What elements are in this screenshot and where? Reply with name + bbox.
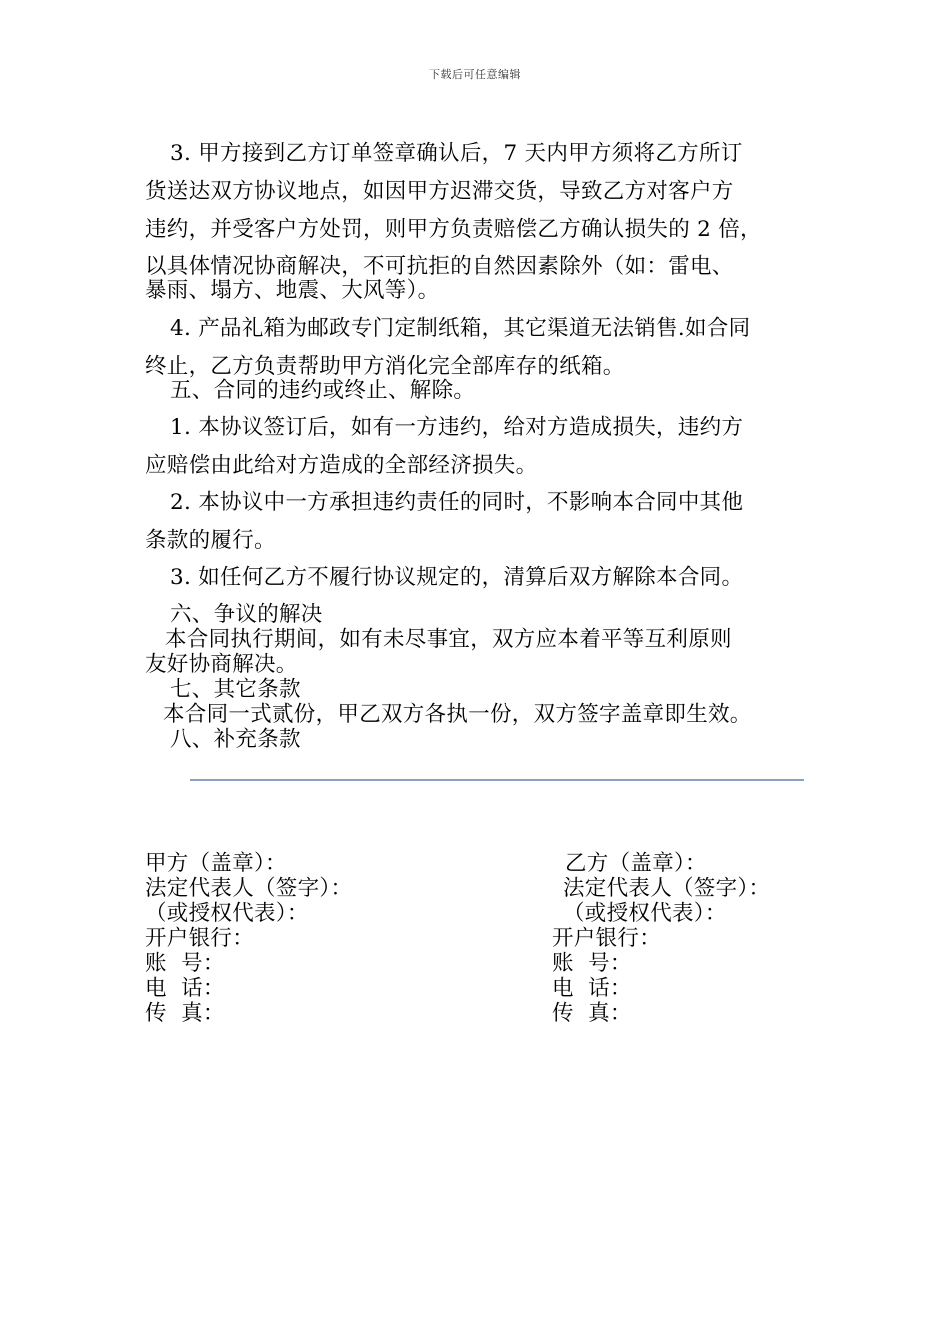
party-b-account: 账 号： [552,951,632,976]
party-a-fax: 传 真： [145,1001,225,1026]
party-b-bank: 开户银行： [552,926,662,951]
party-a-seal: 甲方（盖章）： [145,851,287,876]
party-a-account: 账 号： [145,951,225,976]
header-note: 下载后可任意编辑 [429,68,521,81]
party-a-authorized: （或授权代表）： [145,901,309,926]
party-b-phone: 电 话： [552,976,632,1001]
clause4-item3-line5: 暴雨、塌方、地震、大风等）。 [145,278,440,303]
section5-item1-line1: 1. 本协议签订后，如有一方违约，给对方造成损失，违约方 [170,415,744,440]
section6-body-line2: 友好协商解决。 [145,652,298,677]
section7-body: 本合同一式贰份，甲乙双方各执一份，双方签字盖章即生效。 [163,702,752,727]
clause4-item3-line1: 3. 甲方接到乙方订单签章确认后，7 天内甲方须将乙方所订 [170,141,743,166]
clause4-item3-line2: 货送达双方协议地点，如因甲方迟滞交货，导致乙方对客户方 [145,179,734,204]
clause4-item4-line1: 4. 产品礼箱为邮政专门定制纸箱，其它渠道无法销售.如合同 [170,316,751,341]
section7-heading: 七、其它条款 [170,677,301,702]
section6-body-line1: 本合同执行期间，如有未尽事宜，双方应本着平等互利原则 [165,627,732,652]
party-b-fax: 传 真： [552,1001,632,1026]
party-a-bank: 开户银行： [145,926,255,951]
section5-item1-line2: 应赔偿由此给对方造成的全部经济损失。 [145,453,538,478]
party-b-representative: 法定代表人（签字）： [563,876,771,901]
section5-heading: 五、合同的违约或终止、解除。 [170,378,476,403]
clause4-item3-line4: 以具体情况协商解决，不可抗拒的自然因素除外（如：雷电、 [145,254,734,279]
section5-item2-line2: 条款的履行。 [145,528,276,553]
clause4-item3-line3: 违约，并受客户方处罚，则甲方负责赔偿乙方确认损失的 2 倍， [145,217,762,242]
party-b-seal: 乙方（盖章）： [565,851,707,876]
party-a-phone: 电 话： [145,976,225,1001]
clause4-item4-line2: 终止，乙方负责帮助甲方消化完全部库存的纸箱。 [145,354,625,379]
section5-item2-line1: 2. 本协议中一方承担违约责任的同时，不影响本合同中其他 [170,490,744,515]
section6-heading: 六、争议的解决 [170,602,323,627]
section-divider [190,779,804,781]
section8-heading: 八、补充条款 [170,727,301,752]
party-a-representative: 法定代表人（签字）： [145,876,353,901]
party-b-authorized: （或授权代表）： [563,901,727,926]
section5-item3: 3. 如任何乙方不履行协议规定的，清算后双方解除本合同。 [170,565,744,590]
